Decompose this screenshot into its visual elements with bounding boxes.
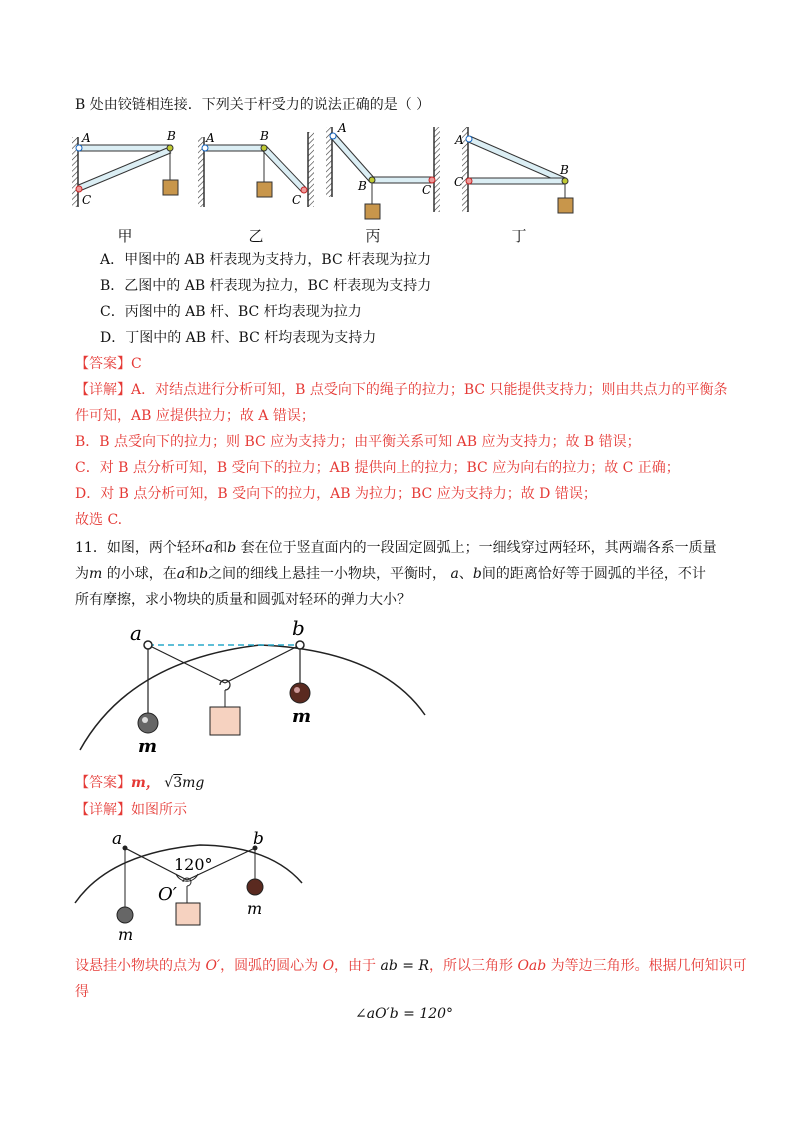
conclusion-line-1: 设悬挂小物块的点为 O′，圆弧的圆心为 O，由于 ab = R，所以三角形 Oab 为等边三角形。根据几何知识可 — [75, 958, 747, 974]
caption-ding: 丁 — [511, 227, 527, 245]
point-a-label: a — [112, 829, 123, 849]
detail-1-line-6: 故选 C. — [75, 512, 123, 528]
ring-arc-figure — [70, 615, 430, 755]
svg-text:A: A — [455, 133, 464, 147]
question-11-line-3: 所有摩擦，求小物块的质量和圆弧对轻环的弹力大小？ — [75, 592, 411, 608]
conclusion-line-2: 得 — [75, 984, 89, 1000]
option-b: B．乙图中的 AB 杆表现为拉力，BC 杆表现为支持力 — [100, 278, 432, 294]
detail-1-line-1: 【详解】A．对结点进行分析可知，B 点受向下的绳子的拉力；BC 只能提供支持力；则由共点力的平衡条 — [75, 382, 728, 398]
figure-jia — [72, 129, 178, 207]
mass-right-label: m — [292, 706, 312, 727]
detail-1-line-3: B．B 点受向下的拉力；则 BC 应为支持力；由平衡关系可知 AB 应为支持力；故 B 错误； — [75, 434, 641, 450]
answer-2: 【答案】m， √3mg — [75, 775, 205, 791]
svg-text:B: B — [560, 163, 569, 177]
option-a: A．甲图中的 AB 杆表现为支持力，BC 杆表现为拉力 — [100, 252, 432, 268]
question-11-line-2: 为m 的小球，在a和b之间的细线上悬挂一小物块，平衡时， a、b间的距离恰好等于圆弧的半径，不计 — [75, 566, 706, 582]
mass-left-label: m — [138, 736, 158, 755]
answer-1: 【答案】C — [75, 356, 142, 372]
detail-2: 【详解】如图所示 — [75, 802, 187, 818]
ring-a-label: a — [130, 621, 142, 645]
figure-yi — [198, 129, 314, 207]
angle-label: 120° — [174, 855, 213, 874]
option-d: D．丁图中的 AB 杆、BC 杆均表现为支持力 — [100, 330, 377, 346]
svg-text:C: C — [454, 175, 464, 189]
svg-text:B: B — [358, 179, 367, 193]
svg-text:A: A — [206, 131, 215, 145]
svg-text:C: C — [292, 193, 302, 207]
geometry-figure — [70, 828, 330, 943]
point-o-prime-label: O′ — [158, 884, 177, 905]
detail-1-line-5: D．对 B 点分析可知，B 受向下的拉力，AB 为拉力；BC 应为支持力；故 D 错误； — [75, 486, 597, 502]
question-11-line-1: 11．如图，两个轻环a和b 套在位于竖直面内的一段固定圆弧上；一细线穿过两轻环，其两端各系一质量 — [75, 540, 717, 556]
question-intro: B 处由铰链相连接．下列关于杆受力的说法正确的是（ ） — [75, 97, 431, 113]
svg-text:A: A — [338, 122, 347, 135]
ring-b-label: b — [292, 616, 305, 640]
caption-yi: 乙 — [248, 227, 264, 245]
svg-text:B: B — [260, 129, 269, 143]
caption-jia: 甲 — [117, 227, 133, 245]
option-c: C．丙图中的 AB 杆、BC 杆均表现为拉力 — [100, 304, 362, 320]
figure-bing — [326, 122, 440, 219]
figure-ding — [454, 127, 573, 213]
angle-formula: ∠aO′b = 120° — [355, 1006, 454, 1022]
point-b-label: b — [253, 829, 264, 849]
mass-left-label: m — [118, 925, 134, 943]
label-A: A — [82, 131, 91, 145]
label-B: B — [167, 129, 176, 143]
caption-bing: 丙 — [365, 227, 381, 245]
detail-1-line-2: 件可知，AB 应提供拉力；故 A 错误； — [75, 408, 315, 424]
mass-right-label: m — [247, 899, 263, 918]
detail-1-line-4: C．对 B 点分析可知，B 受向下的拉力；AB 提供向上的拉力；BC 应为向右的拉力；故 C 正确； — [75, 460, 680, 476]
label-C: C — [82, 193, 92, 207]
svg-text:C: C — [422, 183, 432, 197]
